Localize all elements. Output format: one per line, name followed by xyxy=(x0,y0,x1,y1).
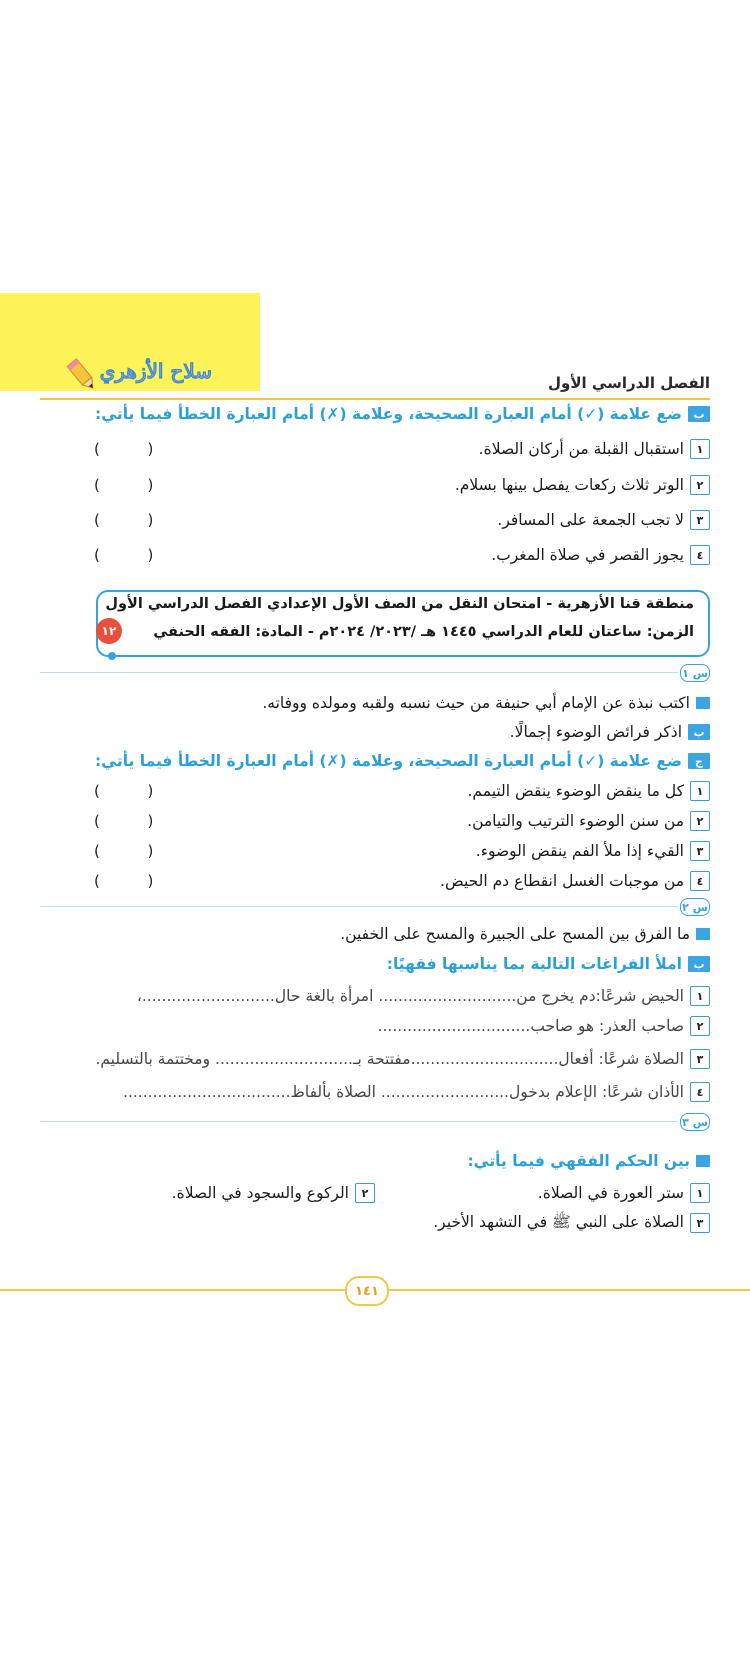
item-number: ٣ xyxy=(690,1049,710,1069)
answer-paren: ( ) xyxy=(94,842,154,860)
q1-b-text: اذكر فرائض الوضوء إجمالًا. xyxy=(509,723,682,741)
list-item xyxy=(20,1011,710,1041)
item-number: ٢ xyxy=(690,475,710,495)
question-rule xyxy=(40,672,678,673)
q2-a-text: ما الفرق بين المسح على الجبيرة والمسح على الخفين. xyxy=(340,925,690,943)
list-item xyxy=(420,1178,710,1208)
list-item xyxy=(20,981,710,1011)
item-number: ٤ xyxy=(690,871,710,891)
page-number: ١٤١ xyxy=(345,1276,389,1306)
q1-a-text: اكتب نبذة عن الإمام أبي حنيفة من حيث نسبه ولقبه ومولده ووفاته. xyxy=(262,694,690,712)
item-text: ستر العورة في الصلاة. xyxy=(537,1184,684,1202)
item-text: الحيض شرعًا:دم يخرج من............................ امرأة بالغة حال...........................، xyxy=(136,987,684,1005)
item-number: ١ xyxy=(690,781,710,801)
q1-c-instruction-row xyxy=(20,746,710,776)
item-text: لا تجب الجمعة على المسافر. xyxy=(497,511,684,529)
q2-b-instruction-row xyxy=(20,949,710,979)
item-text: يجوز القصر في صلاة المغرب. xyxy=(491,546,684,564)
question-rule xyxy=(40,1121,678,1122)
item-text: كل ما ينقض الوضوء ينقض التيمم. xyxy=(467,782,684,800)
item-number: ٣ xyxy=(690,841,710,861)
brand-logo xyxy=(62,355,222,395)
question-label: س ١ xyxy=(680,664,710,682)
answer-paren: ( ) xyxy=(94,782,154,800)
exam-number-badge: ١٢ xyxy=(96,618,122,644)
term-title: الفصل الدراسي الأول xyxy=(548,374,710,392)
item-text: القيء إذا ملأ الفم ينقض الوضوء. xyxy=(475,842,684,860)
item-number: ٢ xyxy=(690,811,710,831)
q1-b-row xyxy=(20,717,710,747)
question-label: س ٣ xyxy=(680,1113,710,1131)
item-text: الأذان شرعًا: الإعلام بدخول.......................... الصلاة بألفاظ.................................. xyxy=(123,1083,684,1101)
item-number: ١ xyxy=(690,1183,710,1203)
list-item xyxy=(20,1178,375,1208)
instruction-text: ضع علامة (✓) أمام العبارة الصحيحة، وعلامة (✗) أمام العبارة الخطأ فيما يأتي: xyxy=(95,405,682,423)
item-number: ٣ xyxy=(690,510,710,530)
list-item xyxy=(20,1044,710,1074)
section-tag: ب xyxy=(688,406,710,422)
instruction-text: بين الحكم الفقهي فيما يأتي: xyxy=(467,1152,690,1170)
item-text: الصلاة على النبي ﷺ في التشهد الأخير. xyxy=(433,1212,684,1231)
item-number: ٢ xyxy=(690,1016,710,1036)
list-item xyxy=(20,1208,710,1238)
item-number: ٢ xyxy=(355,1183,375,1203)
item-text: صاحب العذر: هو صاحب............................... xyxy=(377,1017,684,1035)
item-text: الصلاة شرعًا: أفعال..............................مفتتحة بـ............................ ومختتمة بالتسليم. xyxy=(95,1050,684,1068)
exam-banner xyxy=(96,590,710,657)
item-text: استقبال القبلة من أركان الصلاة. xyxy=(478,440,684,458)
banner-dot xyxy=(108,652,116,660)
list-item xyxy=(20,1077,710,1107)
section-b-instruction-row xyxy=(20,399,710,429)
exam-banner-line1: منطقة قنا الأزهرية - امتحان النقل من الصف الأول الإعدادي الفصل الدراسي الأول xyxy=(105,596,694,612)
q3-instruction-row xyxy=(20,1146,710,1176)
section-tag xyxy=(696,697,710,709)
item-text: الركوع والسجود في الصلاة. xyxy=(171,1184,349,1202)
answer-paren: ( ) xyxy=(94,511,154,529)
item-text: من سنن الوضوء الترتيب والتيامن. xyxy=(467,812,684,830)
section-tag: ب xyxy=(688,956,710,972)
item-text: من موجبات الغسل انقطاع دم الحيض. xyxy=(440,872,684,890)
q2-a-row xyxy=(20,919,710,949)
item-number: ١ xyxy=(690,986,710,1006)
section-tag: ب xyxy=(688,724,710,740)
item-number: ٤ xyxy=(690,1082,710,1102)
item-text: الوتر ثلاث ركعات يفصل بينها بسلام. xyxy=(454,476,684,494)
section-tag xyxy=(696,1155,710,1167)
answer-paren: ( ) xyxy=(94,546,154,564)
instruction-text: ضع علامة (✓) أمام العبارة الصحيحة، وعلامة (✗) أمام العبارة الخطأ فيما يأتي: xyxy=(95,752,682,770)
question-label: س ٢ xyxy=(680,898,710,916)
q1-a-row xyxy=(20,688,710,718)
answer-paren: ( ) xyxy=(94,872,154,890)
answer-paren: ( ) xyxy=(94,476,154,494)
instruction-text: املأ الفراغات التالية بما يناسبها فقهيًا: xyxy=(386,955,682,973)
exam-banner-line2: الزمن: ساعتان للعام الدراسي ١٤٤٥ هـ /٢٠٢٣/ ٢٠٢٤م - المادة: الفقه الحنفي xyxy=(153,624,694,640)
answer-paren: ( ) xyxy=(94,812,154,830)
pencil-icon xyxy=(62,355,102,395)
answer-paren: ( ) xyxy=(94,440,154,458)
question-rule xyxy=(40,906,678,907)
item-number: ٤ xyxy=(690,545,710,565)
item-number: ١ xyxy=(690,439,710,459)
item-number: ٣ xyxy=(690,1213,710,1233)
brand-text: سلاح الأزهري xyxy=(99,359,212,383)
section-tag xyxy=(696,928,710,940)
section-tag: ج xyxy=(688,753,710,769)
